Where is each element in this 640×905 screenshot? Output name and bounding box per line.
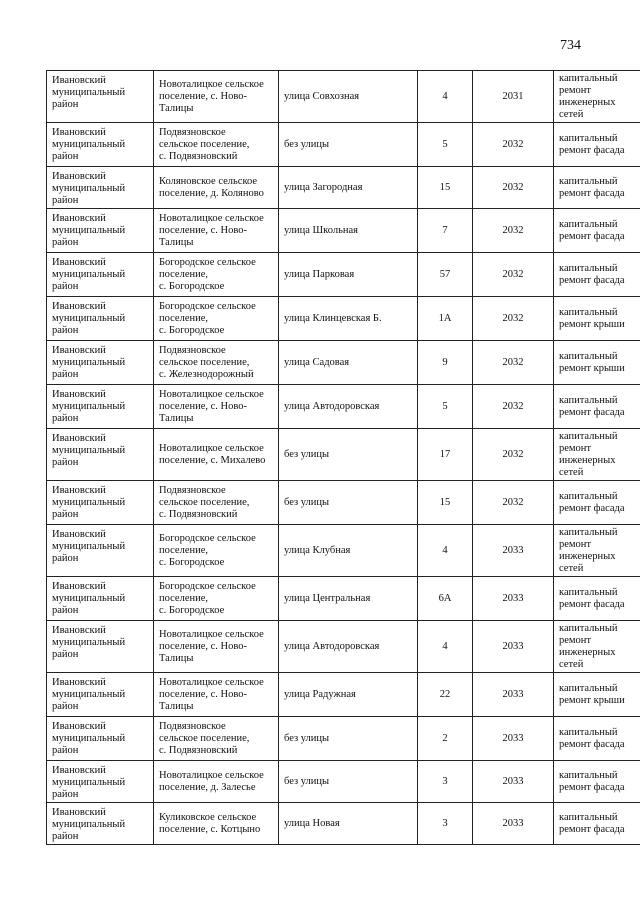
- district-cell: Ивановский муниципальный район: [47, 429, 154, 481]
- street-cell: улица Центральная: [279, 577, 418, 621]
- district-cell: Ивановский муниципальный район: [47, 167, 154, 209]
- year-cell: 2033: [473, 577, 554, 621]
- district-cell: Ивановский муниципальный район: [47, 297, 154, 341]
- year-cell: 2032: [473, 253, 554, 297]
- street-cell: улица Автодоровская: [279, 385, 418, 429]
- table-row: [47, 341, 640, 385]
- table-row: [47, 71, 640, 123]
- settlement-cell: Подвязновское сельское поселение, с. Подвязновский: [154, 717, 279, 761]
- house-number-cell: 5: [418, 123, 473, 167]
- work-type-cell: капитальный ремонт инженерных сетей: [554, 71, 640, 123]
- year-cell: 2032: [473, 209, 554, 253]
- table-row: [47, 761, 640, 803]
- street-cell: без улицы: [279, 481, 418, 525]
- settlement-cell: Новоталицкое сельское поселение, с. Ново- Талицы: [154, 385, 279, 429]
- work-type-cell: капитальный ремонт фасада: [554, 481, 640, 525]
- street-cell: без улицы: [279, 123, 418, 167]
- district-cell: Ивановский муниципальный район: [47, 481, 154, 525]
- street-cell: улица Загородная: [279, 167, 418, 209]
- house-number-cell: 4: [418, 71, 473, 123]
- street-cell: без улицы: [279, 429, 418, 481]
- street-cell: улица Парковая: [279, 253, 418, 297]
- house-number-cell: 15: [418, 481, 473, 525]
- district-cell: Ивановский муниципальный район: [47, 385, 154, 429]
- repair-schedule-table: [46, 70, 640, 845]
- year-cell: 2033: [473, 621, 554, 673]
- work-type-cell: капитальный ремонт фасада: [554, 803, 640, 845]
- year-cell: 2032: [473, 123, 554, 167]
- year-cell: 2032: [473, 385, 554, 429]
- work-type-cell: капитальный ремонт инженерных сетей: [554, 621, 640, 673]
- settlement-cell: Подвязновское сельское поселение, с. Подвязновский: [154, 481, 279, 525]
- table-row: [47, 167, 640, 209]
- house-number-cell: 17: [418, 429, 473, 481]
- house-number-cell: 5: [418, 385, 473, 429]
- settlement-cell: Подвязновское сельское поселение, с. Подвязновский: [154, 123, 279, 167]
- year-cell: 2032: [473, 167, 554, 209]
- settlement-cell: Новоталицкое сельское поселение, с. Ново- Талицы: [154, 209, 279, 253]
- street-cell: улица Новая: [279, 803, 418, 845]
- settlement-cell: Богородское сельское поселение, с. Богородское: [154, 577, 279, 621]
- work-type-cell: капитальный ремонт инженерных сетей: [554, 429, 640, 481]
- table-row: [47, 803, 640, 845]
- settlement-cell: Куликовское сельское поселение, с. Котцыно: [154, 803, 279, 845]
- year-cell: 2032: [473, 297, 554, 341]
- table-row: [47, 385, 640, 429]
- settlement-cell: Новоталицкое сельское поселение, с. Ново- Талицы: [154, 621, 279, 673]
- table-row: [47, 253, 640, 297]
- work-type-cell: капитальный ремонт фасада: [554, 209, 640, 253]
- district-cell: Ивановский муниципальный район: [47, 209, 154, 253]
- work-type-cell: капитальный ремонт фасада: [554, 717, 640, 761]
- house-number-cell: 6А: [418, 577, 473, 621]
- year-cell: 2031: [473, 71, 554, 123]
- work-type-cell: капитальный ремонт крыши: [554, 673, 640, 717]
- table-row: [47, 717, 640, 761]
- table-row: [47, 525, 640, 577]
- house-number-cell: 2: [418, 717, 473, 761]
- house-number-cell: 57: [418, 253, 473, 297]
- house-number-cell: 9: [418, 341, 473, 385]
- year-cell: 2032: [473, 429, 554, 481]
- year-cell: 2032: [473, 481, 554, 525]
- work-type-cell: капитальный ремонт фасада: [554, 253, 640, 297]
- district-cell: Ивановский муниципальный район: [47, 253, 154, 297]
- settlement-cell: Новоталицкое сельское поселение, д. Залесье: [154, 761, 279, 803]
- district-cell: Ивановский муниципальный район: [47, 621, 154, 673]
- year-cell: 2033: [473, 525, 554, 577]
- house-number-cell: 3: [418, 803, 473, 845]
- house-number-cell: 7: [418, 209, 473, 253]
- settlement-cell: Богородское сельское поселение, с. Богородское: [154, 253, 279, 297]
- year-cell: 2033: [473, 803, 554, 845]
- settlement-cell: Богородское сельское поселение, с. Богородское: [154, 297, 279, 341]
- table-row: [47, 621, 640, 673]
- street-cell: улица Школьная: [279, 209, 418, 253]
- page-number: 734: [560, 38, 581, 53]
- house-number-cell: 4: [418, 621, 473, 673]
- work-type-cell: капитальный ремонт фасада: [554, 167, 640, 209]
- street-cell: улица Радужная: [279, 673, 418, 717]
- house-number-cell: 3: [418, 761, 473, 803]
- settlement-cell: Подвязновское сельское поселение, с. Железнодорожный: [154, 341, 279, 385]
- district-cell: Ивановский муниципальный район: [47, 803, 154, 845]
- table-row: [47, 297, 640, 341]
- work-type-cell: капитальный ремонт фасада: [554, 123, 640, 167]
- street-cell: без улицы: [279, 761, 418, 803]
- district-cell: Ивановский муниципальный район: [47, 717, 154, 761]
- year-cell: 2033: [473, 717, 554, 761]
- work-type-cell: капитальный ремонт инженерных сетей: [554, 525, 640, 577]
- year-cell: 2032: [473, 341, 554, 385]
- table-row: [47, 429, 640, 481]
- house-number-cell: 4: [418, 525, 473, 577]
- street-cell: улица Клинцевская Б.: [279, 297, 418, 341]
- street-cell: без улицы: [279, 717, 418, 761]
- table-row: [47, 123, 640, 167]
- settlement-cell: Богородское сельское поселение, с. Богородское: [154, 525, 279, 577]
- settlement-cell: Новоталицкое сельское поселение, с. Михалево: [154, 429, 279, 481]
- district-cell: Ивановский муниципальный район: [47, 71, 154, 123]
- district-cell: Ивановский муниципальный район: [47, 577, 154, 621]
- house-number-cell: 22: [418, 673, 473, 717]
- work-type-cell: капитальный ремонт фасада: [554, 761, 640, 803]
- table-row: [47, 577, 640, 621]
- street-cell: улица Садовая: [279, 341, 418, 385]
- work-type-cell: капитальный ремонт крыши: [554, 341, 640, 385]
- district-cell: Ивановский муниципальный район: [47, 761, 154, 803]
- table-body: [47, 71, 640, 845]
- table-row: [47, 481, 640, 525]
- table-row: [47, 673, 640, 717]
- street-cell: улица Совхозная: [279, 71, 418, 123]
- district-cell: Ивановский муниципальный район: [47, 123, 154, 167]
- street-cell: улица Автодоровская: [279, 621, 418, 673]
- year-cell: 2033: [473, 761, 554, 803]
- year-cell: 2033: [473, 673, 554, 717]
- table-row: [47, 209, 640, 253]
- work-type-cell: капитальный ремонт фасада: [554, 577, 640, 621]
- house-number-cell: 15: [418, 167, 473, 209]
- work-type-cell: капитальный ремонт фасада: [554, 385, 640, 429]
- settlement-cell: Коляновское сельское поселение, д. Коляново: [154, 167, 279, 209]
- district-cell: Ивановский муниципальный район: [47, 341, 154, 385]
- settlement-cell: Новоталицкое сельское поселение, с. Ново- Талицы: [154, 71, 279, 123]
- house-number-cell: 1А: [418, 297, 473, 341]
- district-cell: Ивановский муниципальный район: [47, 525, 154, 577]
- street-cell: улица Клубная: [279, 525, 418, 577]
- settlement-cell: Новоталицкое сельское поселение, с. Ново- Талицы: [154, 673, 279, 717]
- work-type-cell: капитальный ремонт крыши: [554, 297, 640, 341]
- district-cell: Ивановский муниципальный район: [47, 673, 154, 717]
